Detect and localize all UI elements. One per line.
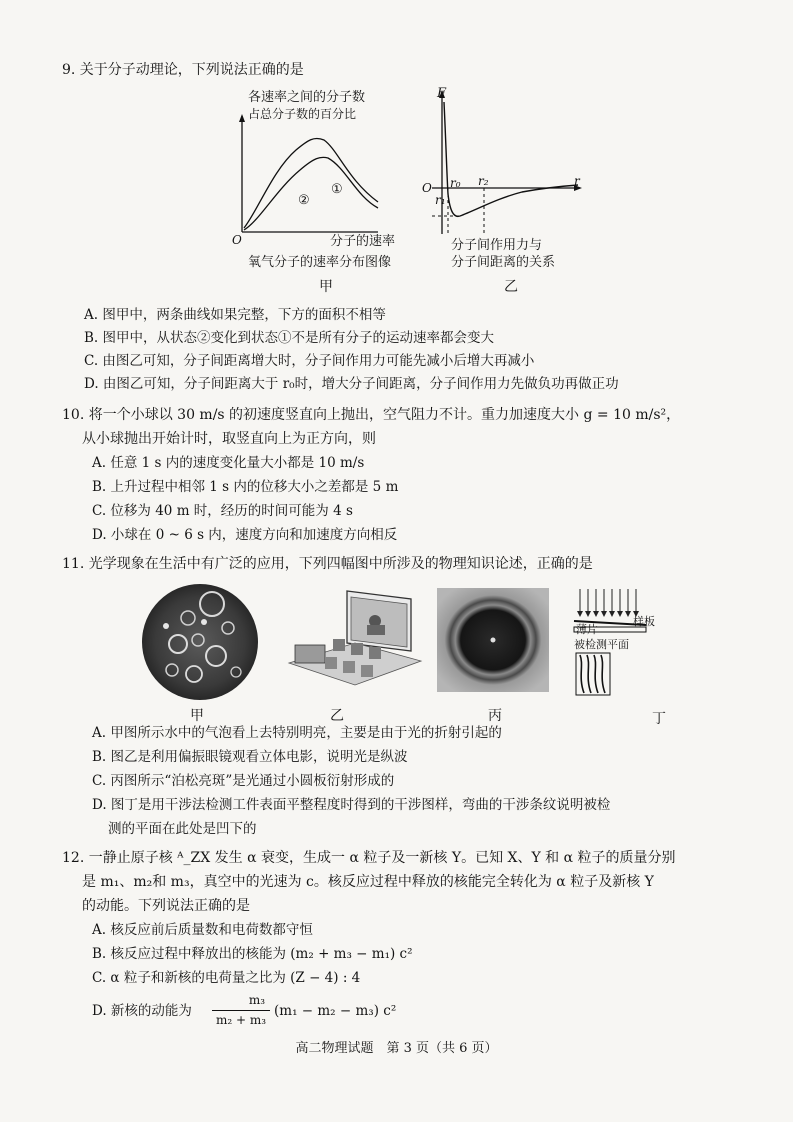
q9-option-a: A. 图甲中，两条曲线如果完整，下方的面积不相等: [84, 307, 386, 323]
q12-option-d-prefix: D. 新核的动能为: [92, 1003, 192, 1019]
q11-fig-bing-label: 丙: [488, 708, 502, 724]
q10-option-d: D. 小球在 0 ~ 6 s 内，速度方向和加速度方向相反: [92, 527, 398, 543]
q9-option-b: B. 图甲中，从状态②变化到状态①不是所有分子的运动速率都会变大: [84, 330, 495, 346]
fig-jia-speed-distribution: [228, 110, 428, 250]
fig-yi-r2-label: r₂: [478, 174, 489, 188]
fig-yi-r0-label: r₀: [450, 176, 461, 190]
q10-option-c: C. 位移为 40 m 时，经历的时间可能为 4 s: [92, 503, 353, 519]
q12-option-d-fraction-bar: [212, 1010, 270, 1011]
fig-jia-curve-2-label: ②: [298, 193, 310, 208]
fig-jia-ylabel-2: 占总分子数的百分比: [248, 107, 357, 121]
q12-stem-1: 12. 一静止原子核 ᴬ_ZX 发生 α 衰变，生成一 α 粒子及一新核 Y。已知 X、Y 和 α 粒子的质量分别: [62, 850, 676, 866]
fig-yi-origin: O: [422, 181, 432, 195]
q12-option-d-denominator: m₂ + m₃: [215, 1013, 267, 1027]
q9-option-c: C. 由图乙可知，分子间距离增大时，分子间作用力可能先减小后增大再减小: [84, 353, 535, 369]
fig-yi-caption-2: 分子间距离的关系: [451, 255, 556, 270]
q11-stem: 11. 光学现象在生活中有广泛的应用，下列四幅图中所涉及的物理知识论述，正确的是: [62, 556, 593, 572]
q11-option-d-line-1: D. 图丁是用干涉法检测工件表面平整程度时得到的干涉图样，弯曲的干涉条纹说明被检: [92, 797, 611, 813]
fig-jia-curve-1-label: ①: [331, 182, 343, 197]
q11-fig-jia-label: 甲: [190, 708, 204, 724]
fig-yi-label: 乙: [504, 279, 518, 295]
fig-jia-label: 甲: [319, 279, 333, 295]
fig-yi-r1-label: r₁: [435, 193, 446, 207]
fig-jia-origin: O: [232, 233, 242, 247]
fig-yi-force-distance: [418, 84, 588, 244]
q12-stem-2: 是 m₁、m₂和 m₃，真空中的光速为 c。核反应过程中释放的核能完全转化为 α 粒子及新核 Y: [82, 874, 654, 890]
q11-option-c: C. 丙图所示“泊松亮斑”是光通过小圆板衍射形成的: [92, 773, 395, 789]
fig-yi-xlabel: r: [574, 174, 580, 188]
q12-option-a: A. 核反应前后质量数和电荷数都守恒: [92, 922, 313, 938]
fig-jia-xlabel: 分子的速率: [330, 234, 396, 249]
fig-3d-cinema: [285, 585, 425, 695]
fig-yi-ylabel: F: [437, 86, 447, 101]
q10-option-a: A. 任意 1 s 内的速度变化量大小都是 10 m/s: [92, 455, 365, 471]
page-footer: 高二物理试题 第 3 页（共 6 页）: [295, 1041, 498, 1056]
q11-ding-thin-label: 薄片: [576, 623, 598, 636]
q9-option-d: D. 由图乙可知，分子间距离大于 r₀时，增大分子间距离，分子间作用力先做负功再做正功: [84, 376, 619, 392]
q12-option-d-suffix: (m₁ − m₂ − m₃) c²: [274, 1003, 397, 1019]
q12-stem-3: 的动能。下列说法正确的是: [82, 898, 250, 914]
q12-option-b: B. 核反应过程中释放出的核能为 (m₂ + m₃ − m₁) c²: [92, 946, 413, 962]
fig-poisson-spot: [437, 588, 549, 692]
q11-fig-yi-label: 乙: [330, 708, 344, 724]
q10-option-b: B. 上升过程中相邻 1 s 内的位移大小之差都是 5 m: [92, 479, 399, 495]
fig-yi-caption-1: 分子间作用力与: [451, 238, 543, 253]
q11-fig-ding-label: 丁: [652, 711, 666, 727]
q10-stem-1: 10. 将一个小球以 30 m/s 的初速度竖直向上抛出，空气阻力不计。重力加速度大小 g = 10 m/s²，: [62, 407, 681, 423]
fig-jia-ylabel-1: 各速率之间的分子数: [248, 90, 366, 105]
q11-option-d-line-2: 测的平面在此处是凹下的: [108, 821, 257, 837]
fig-bubbles-in-water: [140, 582, 260, 702]
q12-option-c: C. α 粒子和新核的电荷量之比为 (Z − 4) : 4: [92, 970, 361, 986]
q9-stem: 9. 关于分子动理论，下列说法正确的是: [62, 62, 304, 78]
q10-stem-2: 从小球抛出开始计时，取竖直向上为正方向，则: [82, 431, 376, 447]
q11-ding-plane-label: 被检测平面: [574, 638, 629, 651]
q11-option-b: B. 图乙是利用偏振眼镜观看立体电影，说明光是纵波: [92, 749, 408, 765]
q12-option-d-numerator: m₃: [248, 993, 266, 1007]
q11-ding-sample-label: 样板: [633, 615, 655, 628]
q11-option-a: A. 甲图所示水中的气泡看上去特别明亮，主要是由于光的折射引起的: [92, 725, 502, 741]
fig-jia-caption: 氧气分子的速率分布图像: [248, 255, 392, 270]
